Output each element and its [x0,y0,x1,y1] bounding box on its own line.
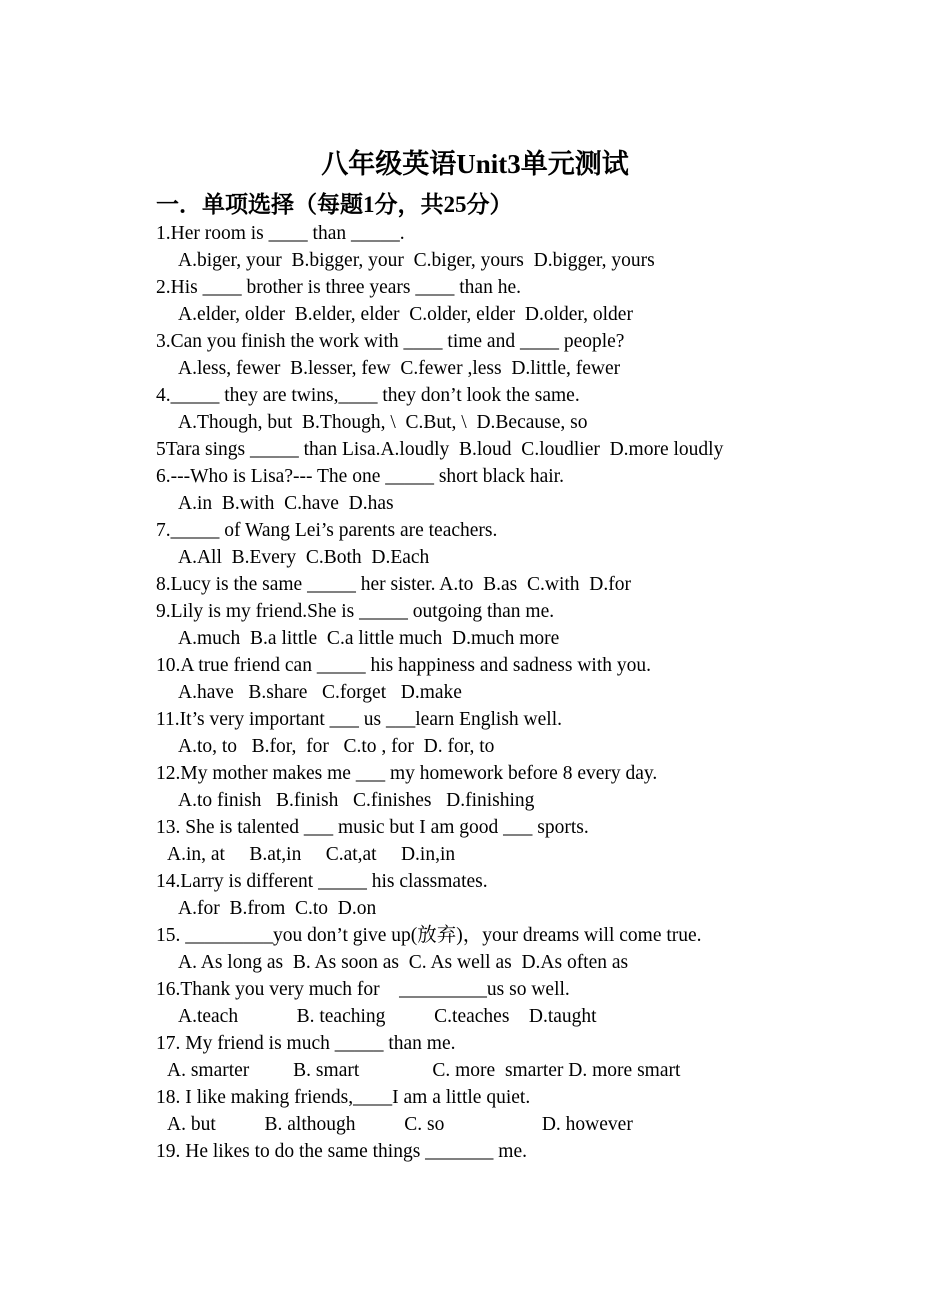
page-title: 八年级英语Unit3单元测试 [321,149,629,179]
answer-options-line: A.All B.Every C.Both D.Each [178,547,430,568]
question-line: 16.Thank you very much for _________us so well. [156,979,570,1000]
question-line: 14.Larry is different _____ his classmates. [156,871,488,892]
question-line: 4._____ they are twins,____ they don’t look the same. [156,385,580,406]
answer-options-line: A.Though, but B.Though, \ C.But, \ D.Because, so [178,412,588,433]
answer-options-line: A.in B.with C.have D.has [178,493,394,514]
answer-options-line: A.elder, older B.elder, elder C.older, elder D.older, older [178,304,633,325]
question-line: 15. _________you don’t give up(放弃)，your dreams will come true. [156,925,702,946]
question-line: 13. She is talented ___ music but I am good ___ sports. [156,817,589,838]
answer-options-line: A. smarter B. smart C. more smarter D. more smart [167,1060,681,1081]
question-line: 12.My mother makes me ___ my homework before 8 every day. [156,763,658,784]
answer-options-line: A.biger, your B.bigger, your C.biger, yours D.bigger, yours [178,250,655,271]
question-line: 2.His ____ brother is three years ____ than he. [156,277,521,298]
answer-options-line: A.much B.a little C.a little much D.much more [178,628,560,649]
question-line: 10.A true friend can _____ his happiness and sadness with you. [156,655,652,676]
question-list [0,220,950,1165]
answer-options-line: A. but B. although C. so D. however [167,1114,633,1135]
question-line: 7._____ of Wang Lei’s parents are teachers. [156,520,498,541]
question-line: 17. My friend is much _____ than me. [156,1033,456,1054]
section-heading: 一．单项选择（每题1分，共25分） [156,192,513,217]
question-line: 3.Can you finish the work with ____ time and ____ people? [156,331,625,352]
question-line: 9.Lily is my friend.She is _____ outgoing than me. [156,601,555,622]
question-line: 11.It’s very important ___ us ___learn English well. [156,709,563,730]
question-line: 8.Lucy is the same _____ her sister. A.to B.as C.with D.for [156,574,631,595]
answer-options-line: A.less, fewer B.lesser, few C.fewer ,less D.little, fewer [178,358,621,379]
answer-options-line: A. As long as B. As soon as C. As well as D.As often as [178,952,629,973]
answer-options-line: A.to, to B.for, for C.to , for D. for, to [178,736,495,757]
question-line: 1.Her room is ____ than _____. [156,223,405,244]
question-line: 5Tara sings _____ than Lisa.A.loudly B.loud C.loudlier D.more loudly [156,439,724,460]
answer-options-line: A.to finish B.finish C.finishes D.finishing [178,790,535,811]
question-line: 6.---Who is Lisa?--- The one _____ short black hair. [156,466,564,487]
question-line: 18. I like making friends,____I am a little quiet. [156,1087,531,1108]
answer-options-line: A.teach B. teaching C.teaches D.taught [178,1006,597,1027]
answer-options-line: A.for B.from C.to D.on [178,898,377,919]
answer-options-line: A.have B.share C.forget D.make [178,682,462,703]
answer-options-line: A.in, at B.at,in C.at,at D.in,in [167,844,456,865]
question-line: 19. He likes to do the same things _______ me. [156,1141,527,1162]
